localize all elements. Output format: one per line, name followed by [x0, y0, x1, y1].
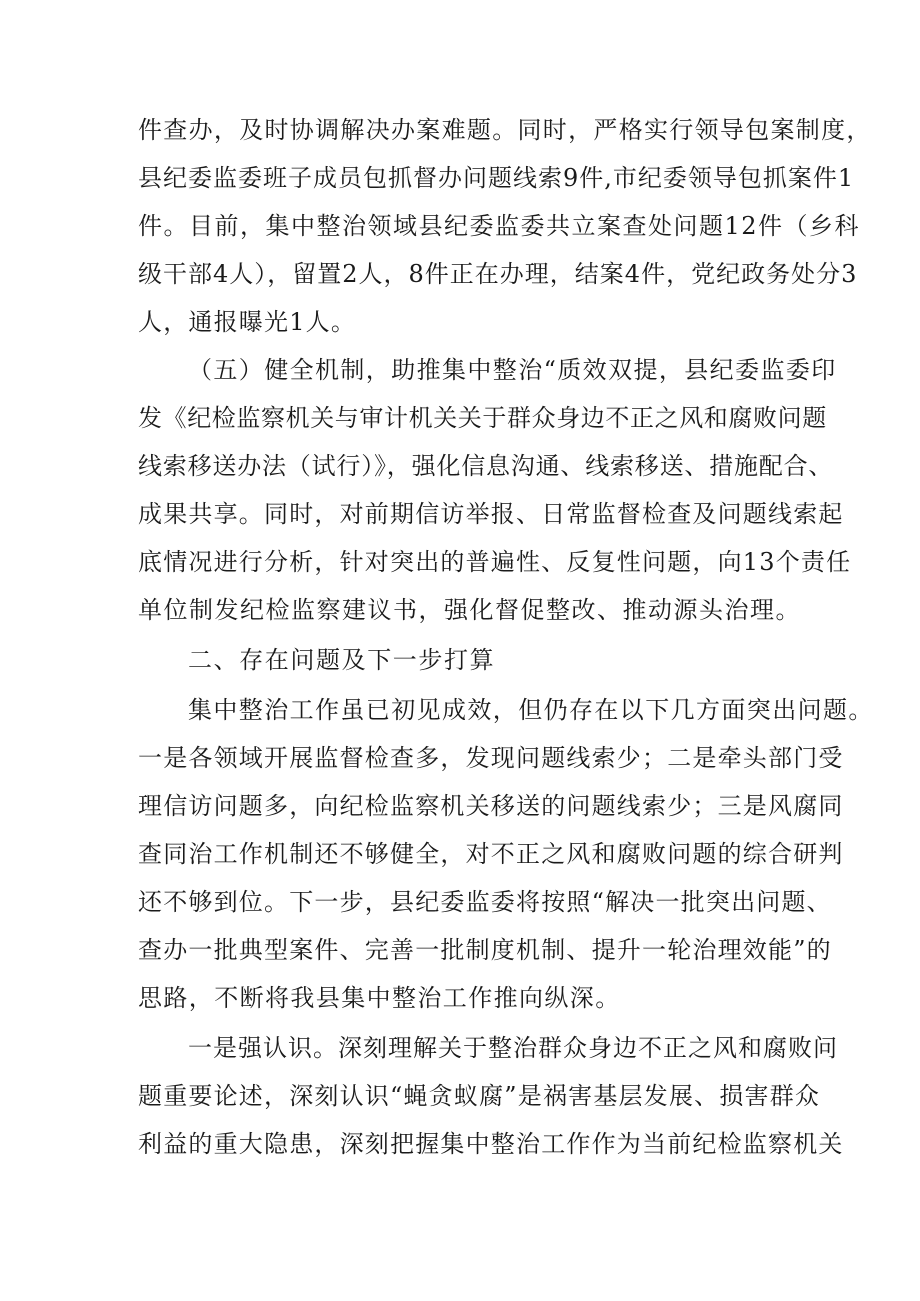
- text-line-9: 成果共享。同时，对前期信访举报、日常监督检查及问题线索起: [138, 500, 844, 528]
- text-line-22: 利益的重大隐患，深刻把握集中整治工作作为当前纪检监察机关: [138, 1130, 844, 1158]
- text-line-8: 线索移送办法（试行）》，强化信息沟通、线索移送、措施配合、: [138, 452, 834, 480]
- text-line-4: 级干部4人），留置2人，8件正在办理，结案4件，党纪政务处分3: [138, 260, 858, 288]
- text-line-2: 县纪委监委班子成员包抓督办问题线索9件,市纪委领导包抓案件1: [138, 164, 855, 192]
- text-line-21: 题重要论述，深刻认识“蝇贪蚁腐”是祸害基层发展、损害群众: [138, 1082, 821, 1110]
- text-line-15: 理信访问题多，向纪检监察机关移送的问题线索少；三是风腐同: [138, 792, 844, 820]
- text-line-17: 还不够到位。下一步，县纪委监委将按照“解决一批突出问题、: [138, 888, 832, 916]
- section-heading: 二、存在问题及下一步打算: [188, 646, 496, 674]
- text-line-7: 发《纪检监察机关与审计机关关于群众身边不正之风和腐败问题: [138, 404, 827, 432]
- text-line-11: 单位制发纪检监察建议书，强化督促整改、推动源头治理。: [138, 596, 801, 624]
- text-line-5: 人，通报曝光1人。: [138, 308, 357, 336]
- text-line-14: 一是各领域开展监督检查多，发现问题线索少；二是牵头部门受: [138, 744, 844, 772]
- text-line-1: 件查办，及时协调解决办案难题。同时，严格实行领导包案制度，: [138, 116, 872, 144]
- text-line-10: 底情况进行分析，针对突出的普遍性、反复性问题，向13个责任: [138, 548, 852, 576]
- text-line-19: 思路，不断将我县集中整治工作推向纵深。: [138, 984, 621, 1012]
- text-line-3: 件。目前，集中整治领域县纪委监委共立案查处问题12件（乡科: [138, 212, 861, 240]
- text-line-16: 查同治工作机制还不够健全，对不正之风和腐败问题的综合研判: [138, 840, 844, 868]
- text-line-20: 一是强认识。深刻理解关于整治群众身边不正之风和腐败问: [188, 1034, 838, 1062]
- text-line-13: 集中整治工作虽已初见成效，但仍存在以下几方面突出问题。: [188, 696, 874, 724]
- text-line-6: （五）健全机制，助推集中整治“质效双提，县纪委监委印: [188, 356, 837, 384]
- text-line-18: 查办一批典型案件、完善一批制度机制、提升一轮治理效能”的: [138, 936, 832, 964]
